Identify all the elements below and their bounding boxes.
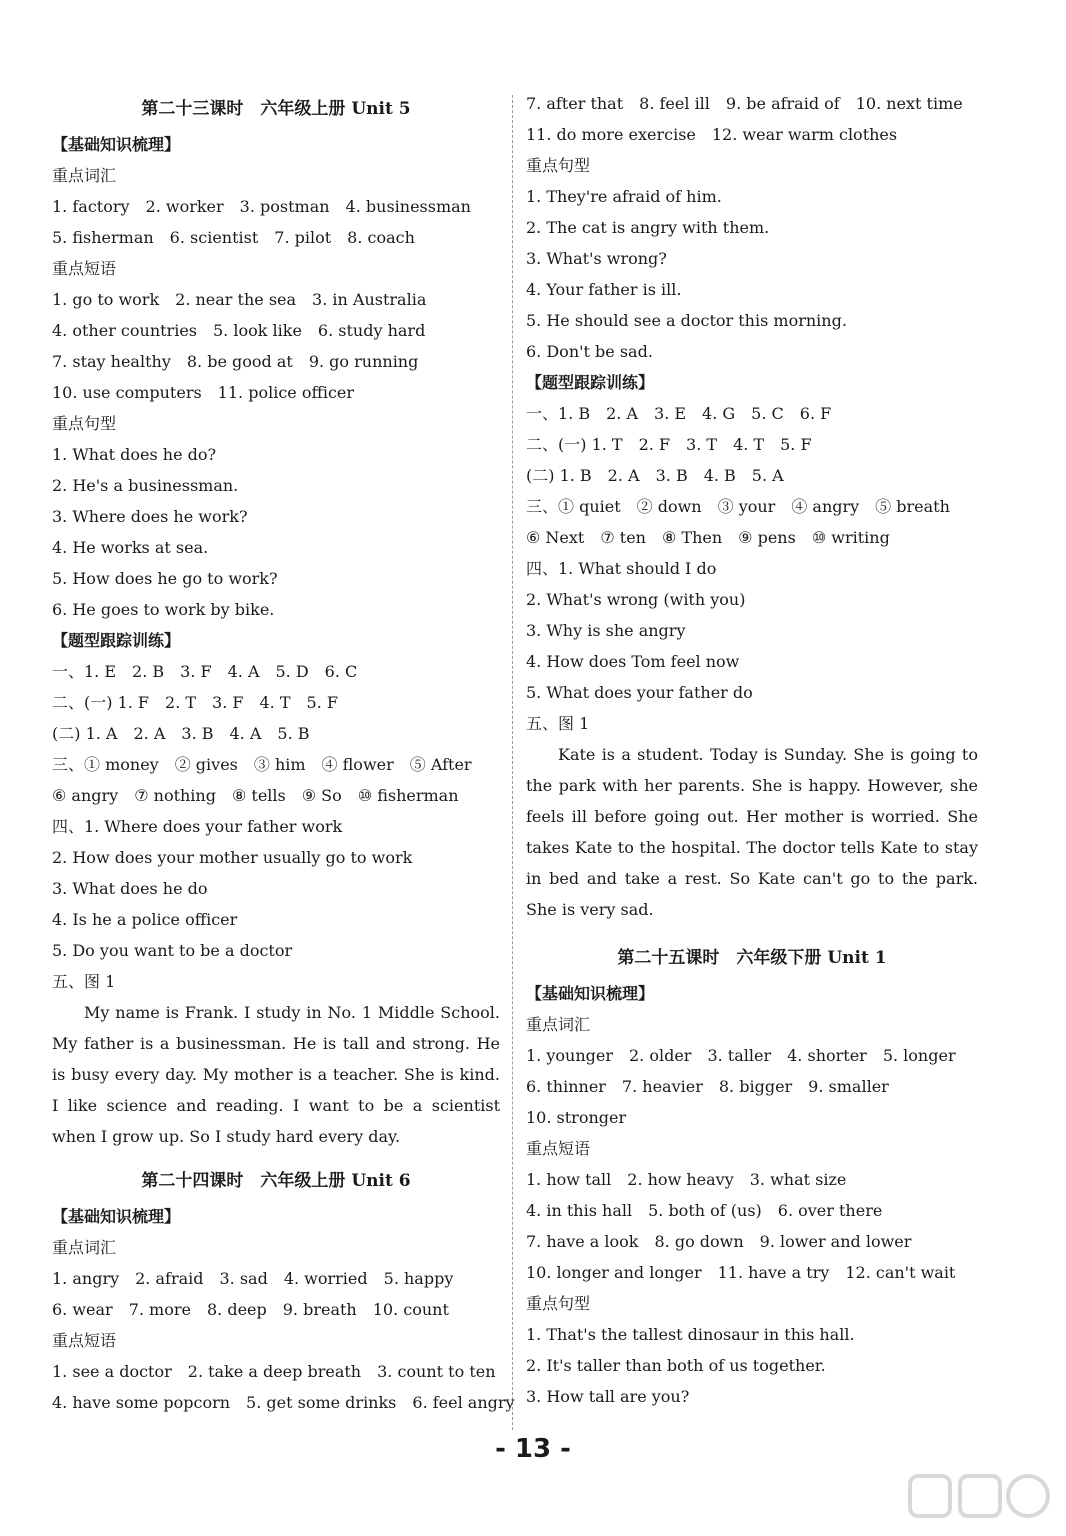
sentence-line: 1. That's the tallest dinosaur in this hall.: [526, 1325, 855, 1344]
vocab-label: 重点词汇: [526, 1015, 591, 1034]
sentence-line: 3. Where does he work?: [52, 507, 248, 526]
vocab-label: 重点词汇: [52, 1238, 117, 1257]
answer-line: 5. Do you want to be a doctor: [52, 941, 293, 960]
phrase-label: 重点短语: [52, 1331, 117, 1350]
phrase-line: 4. other countries 5. look like 6. study hard: [52, 321, 426, 340]
sentence-line: 2. The cat is angry with them.: [526, 218, 770, 237]
phrase-label: 重点短语: [526, 1139, 591, 1158]
sentence-line: 1. They're afraid of him.: [526, 187, 722, 206]
answer-line: 二、(一) 1. F 2. T 3. F 4. T 5. F: [52, 693, 338, 712]
sentence-line: 2. It's taller than both of us together.: [526, 1356, 826, 1375]
sentence-label: 重点句型: [526, 1294, 591, 1313]
sentence-line: 4. Your father is ill.: [526, 280, 682, 299]
lesson-25-title: 第二十五课时 六年级下册 Unit 1: [617, 948, 887, 968]
answer-line: 2. How does your mother usually go to work: [52, 848, 413, 867]
answer-line: 四、1. What should I do: [526, 559, 717, 578]
phrase-line: 11. do more exercise 12. wear warm clothes: [526, 125, 898, 144]
vocab-line: 6. thinner 7. heavier 8. bigger 9. smaller: [526, 1077, 889, 1096]
sentence-line: 1. What does he do?: [52, 445, 217, 464]
phrase-line: 4. in this hall 5. both of (us) 6. over there: [526, 1201, 883, 1220]
answer-line: ⑥ angry ⑦ nothing ⑧ tells ⑨ So ⑩ fisherman: [52, 786, 459, 805]
answer-line: 3. Why is she angry: [526, 621, 686, 640]
sentence-line: 5. He should see a doctor this morning.: [526, 311, 847, 330]
sentence-line: 6. Don't be sad.: [526, 342, 653, 361]
page-number: - 13 -: [495, 1434, 571, 1464]
essay-paragraph: Kate is a student. Today is Sunday. She is going to the park with her parents. She is happy. However, she feels ill before going out. Her mother is worried. She takes Kate to the hospital. The doctor tells Kate to stay in bed and take a rest. So Kate can't go to the park. She is very sad.: [526, 745, 978, 919]
phrase-line: 10. use computers 11. police officer: [52, 383, 355, 402]
vocab-line: 10. stronger: [526, 1108, 627, 1127]
sentence-line: 5. How does he go to work?: [52, 569, 278, 588]
section-basic-knowledge: 【基础知识梳理】: [526, 984, 655, 1003]
answer-line: (二) 1. B 2. A 3. B 4. B 5. A: [526, 466, 784, 485]
sentence-line: 3. What's wrong?: [526, 249, 667, 268]
answer-line: 五、图 1: [526, 714, 590, 733]
answer-line: 五、图 1: [52, 972, 116, 991]
vocab-line: 6. wear 7. more 8. deep 9. breath 10. count: [52, 1300, 449, 1319]
answer-line: 3. What does he do: [52, 879, 208, 898]
section-practice: 【题型跟踪训练】: [526, 373, 655, 392]
answer-line: ⑥ Next ⑦ ten ⑧ Then ⑨ pens ⑩ writing: [526, 528, 890, 547]
column-divider: [512, 95, 513, 1430]
vocab-line: 5. fisherman 6. scientist 7. pilot 8. coach: [52, 228, 415, 247]
sentence-line: 2. He's a businessman.: [52, 476, 239, 495]
answer-line: 四、1. Where does your father work: [52, 817, 343, 836]
answer-line: 5. What does your father do: [526, 683, 753, 702]
phrase-line: 1. how tall 2. how heavy 3. what size: [526, 1170, 847, 1189]
answer-line: 4. Is he a police officer: [52, 910, 238, 929]
sentence-line: 6. He goes to work by bike.: [52, 600, 275, 619]
answer-line: 一、1. B 2. A 3. E 4. G 5. C 6. F: [526, 404, 832, 423]
phrase-line: 1. see a doctor 2. take a deep breath 3. count to ten: [52, 1362, 496, 1381]
phrase-line: 7. stay healthy 8. be good at 9. go running: [52, 352, 419, 371]
answer-line: 三、① money ② gives ③ him ④ flower ⑤ After: [52, 755, 472, 774]
phrase-line: 7. after that 8. feel ill 9. be afraid of 10. next time: [526, 94, 963, 113]
section-basic-knowledge: 【基础知识梳理】: [52, 135, 181, 154]
sentence-label: 重点句型: [526, 156, 591, 175]
phrase-line: 1. go to work 2. near the sea 3. in Australia: [52, 290, 427, 309]
answer-line: 4. How does Tom feel now: [526, 652, 740, 671]
sentence-line: 4. He works at sea.: [52, 538, 209, 557]
essay-paragraph: My name is Frank. I study in No. 1 Middle School. My father is a businessman. He is tall and strong. He is busy every day. My mother is a teacher. She is kind. I like science and reading. I want to be a scientist when I grow up. So I study hard every day.: [52, 1003, 500, 1146]
lesson-24-title: 第二十四课时 六年级上册 Unit 6: [141, 1171, 411, 1191]
answer-line: (二) 1. A 2. A 3. B 4. A 5. B: [52, 724, 310, 743]
sentence-label: 重点句型: [52, 414, 117, 433]
vocab-line: 1. younger 2. older 3. taller 4. shorter 5. longer: [526, 1046, 956, 1065]
vocab-label: 重点词汇: [52, 166, 117, 185]
section-practice: 【题型跟踪训练】: [52, 631, 181, 650]
sentence-line: 3. How tall are you?: [526, 1387, 690, 1406]
right-column: [526, 88, 978, 1412]
section-basic-knowledge: 【基础知识梳理】: [52, 1207, 181, 1226]
vocab-line: 1. factory 2. worker 3. postman 4. businessman: [52, 197, 471, 216]
lesson-23-title: 第二十三课时 六年级上册 Unit 5: [141, 99, 411, 119]
left-column: [52, 88, 515, 1418]
phrase-line: 10. longer and longer 11. have a try 12. can't wait: [526, 1263, 956, 1282]
vocab-line: 1. angry 2. afraid 3. sad 4. worried 5. happy: [52, 1269, 454, 1288]
answer-line: 一、1. E 2. B 3. F 4. A 5. D 6. C: [52, 662, 358, 681]
phrase-line: 7. have a look 8. go down 9. lower and lower: [526, 1232, 912, 1251]
answer-line: 三、① quiet ② down ③ your ④ angry ⑤ breath: [526, 497, 950, 516]
watermark-logo-icon: [906, 1470, 1056, 1530]
answer-line: 二、(一) 1. T 2. F 3. T 4. T 5. F: [526, 435, 812, 454]
answer-line: 2. What's wrong (with you): [526, 590, 746, 609]
phrase-line: 4. have some popcorn 5. get some drinks 6. feel angry: [52, 1393, 515, 1412]
phrase-label: 重点短语: [52, 259, 117, 278]
